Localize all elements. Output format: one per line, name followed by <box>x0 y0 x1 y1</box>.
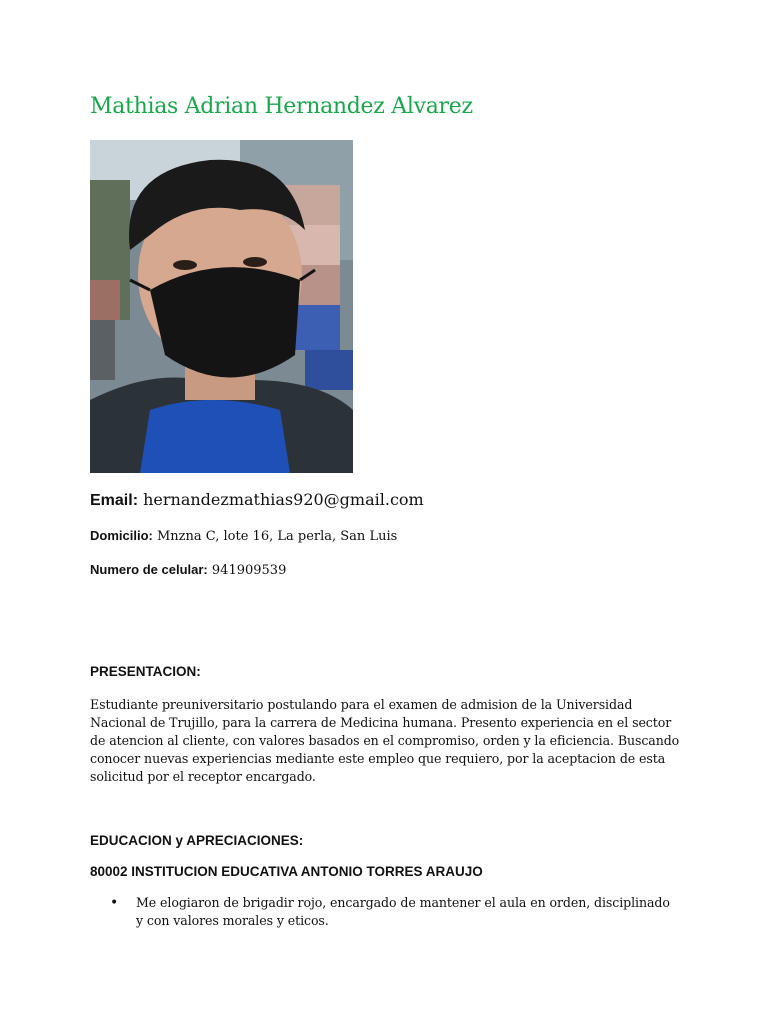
email-label: Email: <box>90 492 139 509</box>
phone-label: Numero de celular: <box>90 562 208 577</box>
phone-row <box>90 562 286 578</box>
email-value: hernandezmathias920@gmail.com <box>143 490 424 509</box>
presentation-text: Estudiante preuniversitario postulando para el examen de admision de la Universidad Nacional de Trujillo, para la carrera de Medicina humana. Presento experiencia en el sector de atencion al cliente, con valores basados en el compromiso, orden y la eficiencia. Buscando conocer nuevas experiencias mediante este empleo que requiero, por la aceptacion de esta solicitud por el receptor encargado. <box>90 697 680 784</box>
bullet-icon: • <box>110 895 119 911</box>
list-item-text: Me elogiaron de brigadir rojo, encargado de mantener el aula en orden, disciplinado y con valores morales y eticos. <box>136 895 670 928</box>
school-name: 80002 INSTITUCION EDUCATIVA ANTONIO TORRES ARAUJO <box>90 864 483 879</box>
email-row <box>90 490 424 510</box>
list-item <box>110 894 680 930</box>
phone-value: 941909539 <box>211 563 287 578</box>
address-value: Mnzna C, lote 16, La perla, San Luis <box>156 529 398 544</box>
address-label: Domicilio: <box>90 528 153 543</box>
education-heading: EDUCACION y APRECIACIONES: <box>90 833 304 848</box>
profile-photo <box>90 140 353 473</box>
address-row <box>90 528 397 544</box>
presentation-heading: PRESENTACION: <box>90 664 201 679</box>
candidate-name: Mathias Adrian Hernandez Alvarez <box>90 94 473 119</box>
